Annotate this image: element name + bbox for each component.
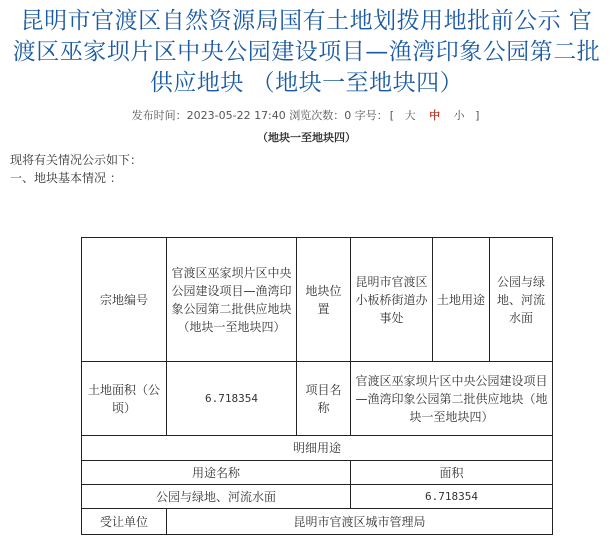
article-meta [0,107,613,125]
use-area-column-header: 面积 [351,461,553,485]
detail-use-header: 明细用途 [82,436,553,461]
section-heading: 一、地块基本情况 ： [10,171,122,185]
bracket-open: [ [389,109,395,122]
font-size-large-button[interactable]: 大 [404,109,416,122]
fontsize-label: 字号： [354,109,388,122]
land-use-label: 土地用途 [433,238,490,362]
parcel-location-value: 昆明市官渡区小板桥街道办事处 [351,238,433,362]
table-row [82,461,553,485]
use-name-value: 公园与绿地、河流水面 [82,485,351,509]
table-row [82,362,553,436]
published-value: 2023-05-22 17:40 [186,109,286,122]
parcel-number-value: 官渡区巫家坝片区中央公园建设项目—渔湾印象公园第二批供应地块（地块一至地块四） [167,238,297,362]
parcel-number-label: 宗地编号 [82,238,167,362]
project-name-value: 官渡区巫家坝片区中央公园建设项目—渔湾印象公园第二批供应地块（地块一至地块四） [351,362,553,436]
assignee-value: 昆明市官渡区城市管理局 [167,509,553,535]
cut-off-heading-text: （地块一至地块四） [257,132,356,143]
assignee-label: 受让单位 [82,509,167,535]
use-area-value: 6.718354 [351,485,553,509]
page-title: 昆明市官渡区自然资源局国有土地划拨用地批前公示 官渡区巫家坝片区中央公园建设项目—渔湾印象公园第二批供应地块 （地块一至地块四） [12,8,601,96]
published-label: 发布时间： [131,109,187,122]
font-size-small-button[interactable]: 小 [453,109,465,122]
views-value: 0 [344,109,352,122]
project-name-label: 项目名称 [297,362,351,436]
table-row [82,238,553,362]
cut-off-heading [0,132,613,143]
land-area-value: 6.718354 [167,362,297,436]
parcel-location-label: 地块位置 [297,238,351,362]
bracket-close: ] [475,109,480,122]
table-row [82,436,553,461]
table-row [82,509,553,535]
parcel-info-table [81,237,553,535]
land-area-label: 土地面积（公顷） [82,362,167,436]
table-row [82,485,553,509]
use-name-column-header: 用途名称 [82,461,351,485]
land-use-value: 公园与绿地、河流水面 [490,238,553,362]
font-size-medium-button[interactable]: 中 [429,109,441,122]
views-label: 浏览次数： [289,109,345,122]
intro-text: 现将有关情况公示如下： [10,153,143,167]
